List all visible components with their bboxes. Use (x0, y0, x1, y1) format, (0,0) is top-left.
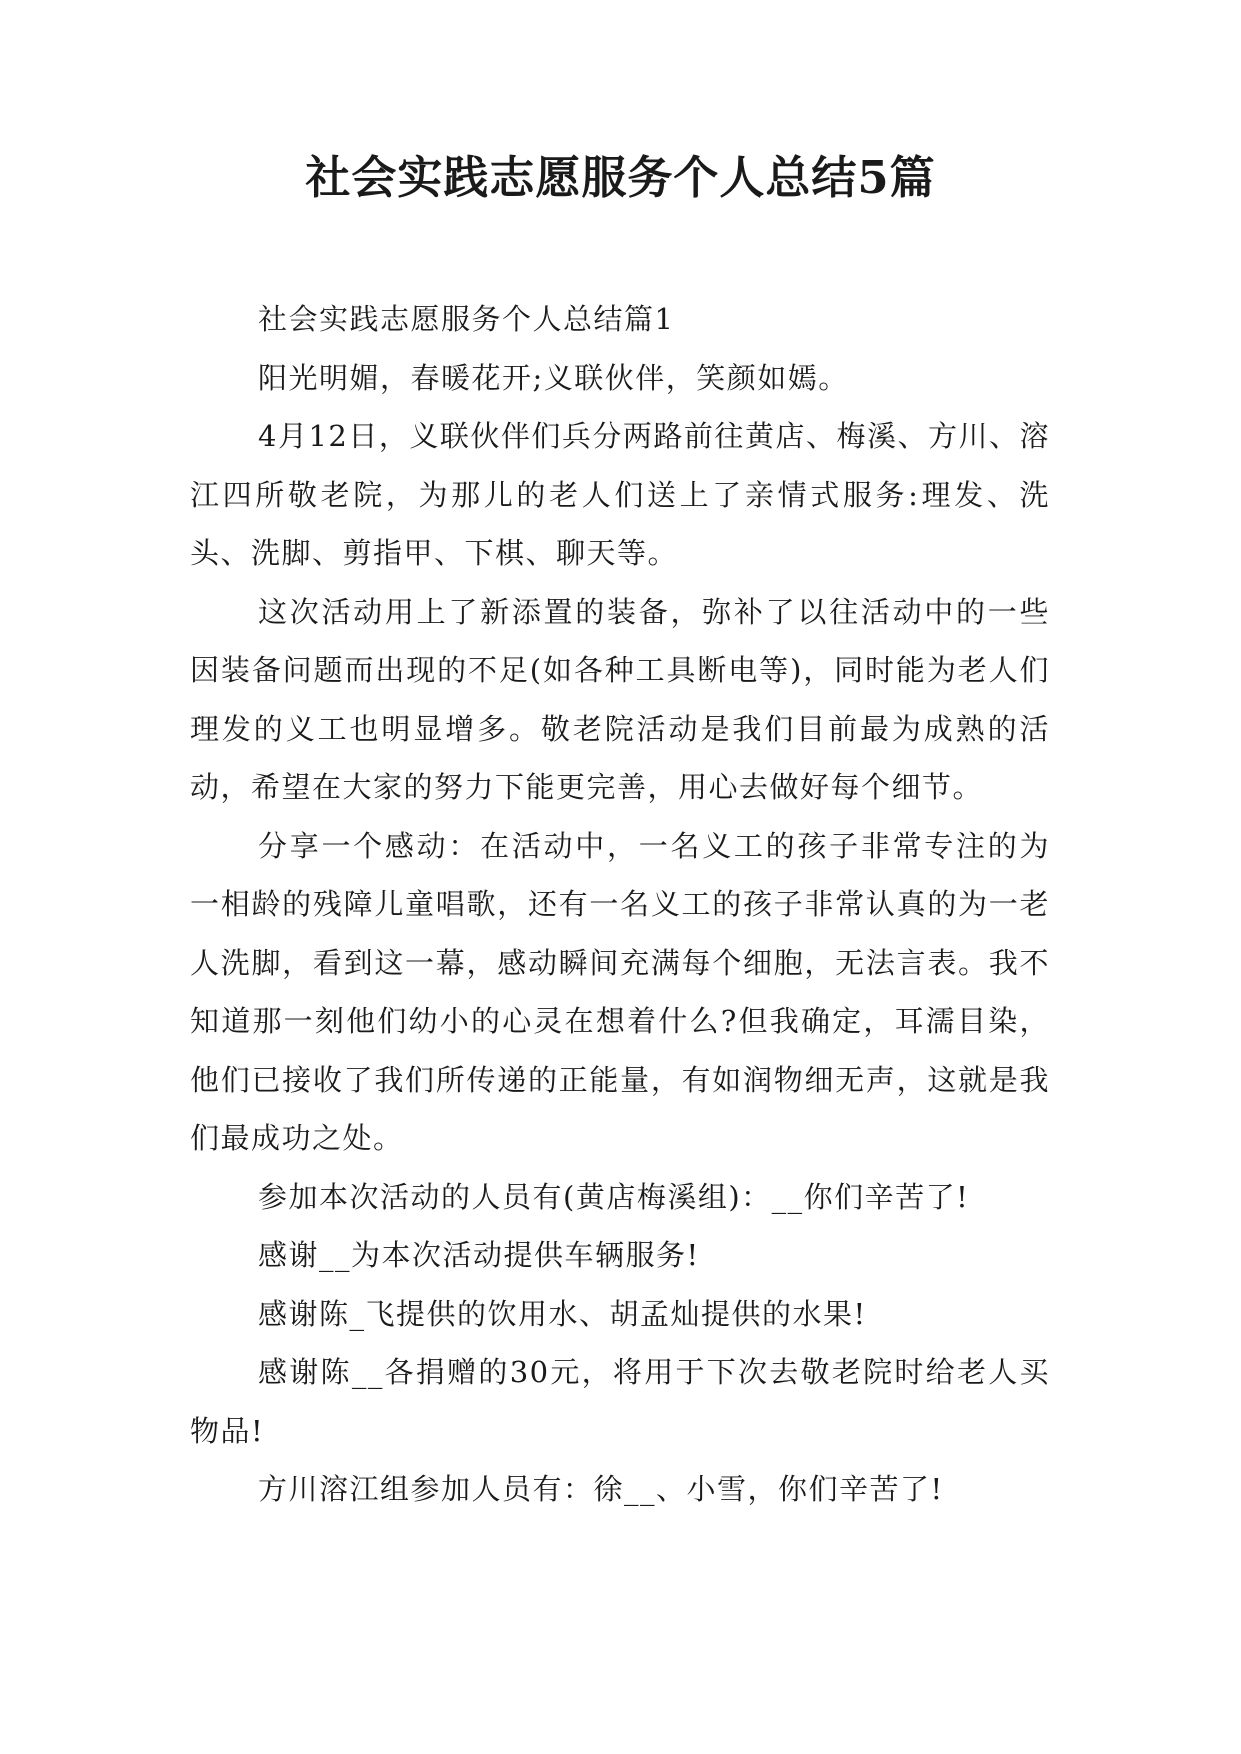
paragraph: 这次活动用上了新添置的装备，弥补了以往活动中的一些因装备问题而出现的不足(如各种工具断电等)，同时能为老人们理发的义工也明显增多。敬老院活动是我们目前最为成熟的活动，希望在大家的努力下能更完善，用心去做好每个细节。 (190, 594, 1050, 804)
paragraph: 4月12日，义联伙伴们兵分两路前往黄店、梅溪、方川、溶江四所敬老院，为那儿的老人们送上了亲情式服务:理发、洗头、洗脚、剪指甲、下棋、聊天等。 (190, 419, 1050, 570)
paragraph: 方川溶江组参加人员有：徐__、小雪，你们辛苦了! (258, 1472, 944, 1506)
paragraph: 阳光明媚，春暖花开;义联伙伴，笑颜如嫣。 (258, 360, 849, 395)
paragraph: 感谢陈__各捐赠的30元，将用于下次去敬老院时给老人买物品! (190, 1355, 1050, 1448)
section-heading: 社会实践志愿服务个人总结篇1 (258, 302, 675, 336)
paragraph: 分享一个感动：在活动中，一名义工的孩子非常专注的为一相龄的残障儿童唱歌，还有一名义工的孩子非常认真的为一老人洗脚，看到这一幕，感动瞬间充满每个细胞，无法言表。我不知道那一刻他们幼小的心灵在想着什么?但我确定，耳濡目染，他们已接收了我们所传递的正能量，有如润物细无声，这就是我们最成功之处。 (190, 828, 1050, 1155)
paragraph: 感谢__为本次活动提供车辆服务! (258, 1238, 700, 1272)
paragraph: 感谢陈_飞提供的饮用水、胡孟灿提供的水果! (258, 1296, 867, 1331)
paragraph: 参加本次活动的人员有(黄店梅溪组)：__你们辛苦了! (258, 1179, 970, 1214)
document-title: 社会实践志愿服务个人总结5篇 (305, 151, 936, 204)
document-body (190, 290, 1050, 1519)
